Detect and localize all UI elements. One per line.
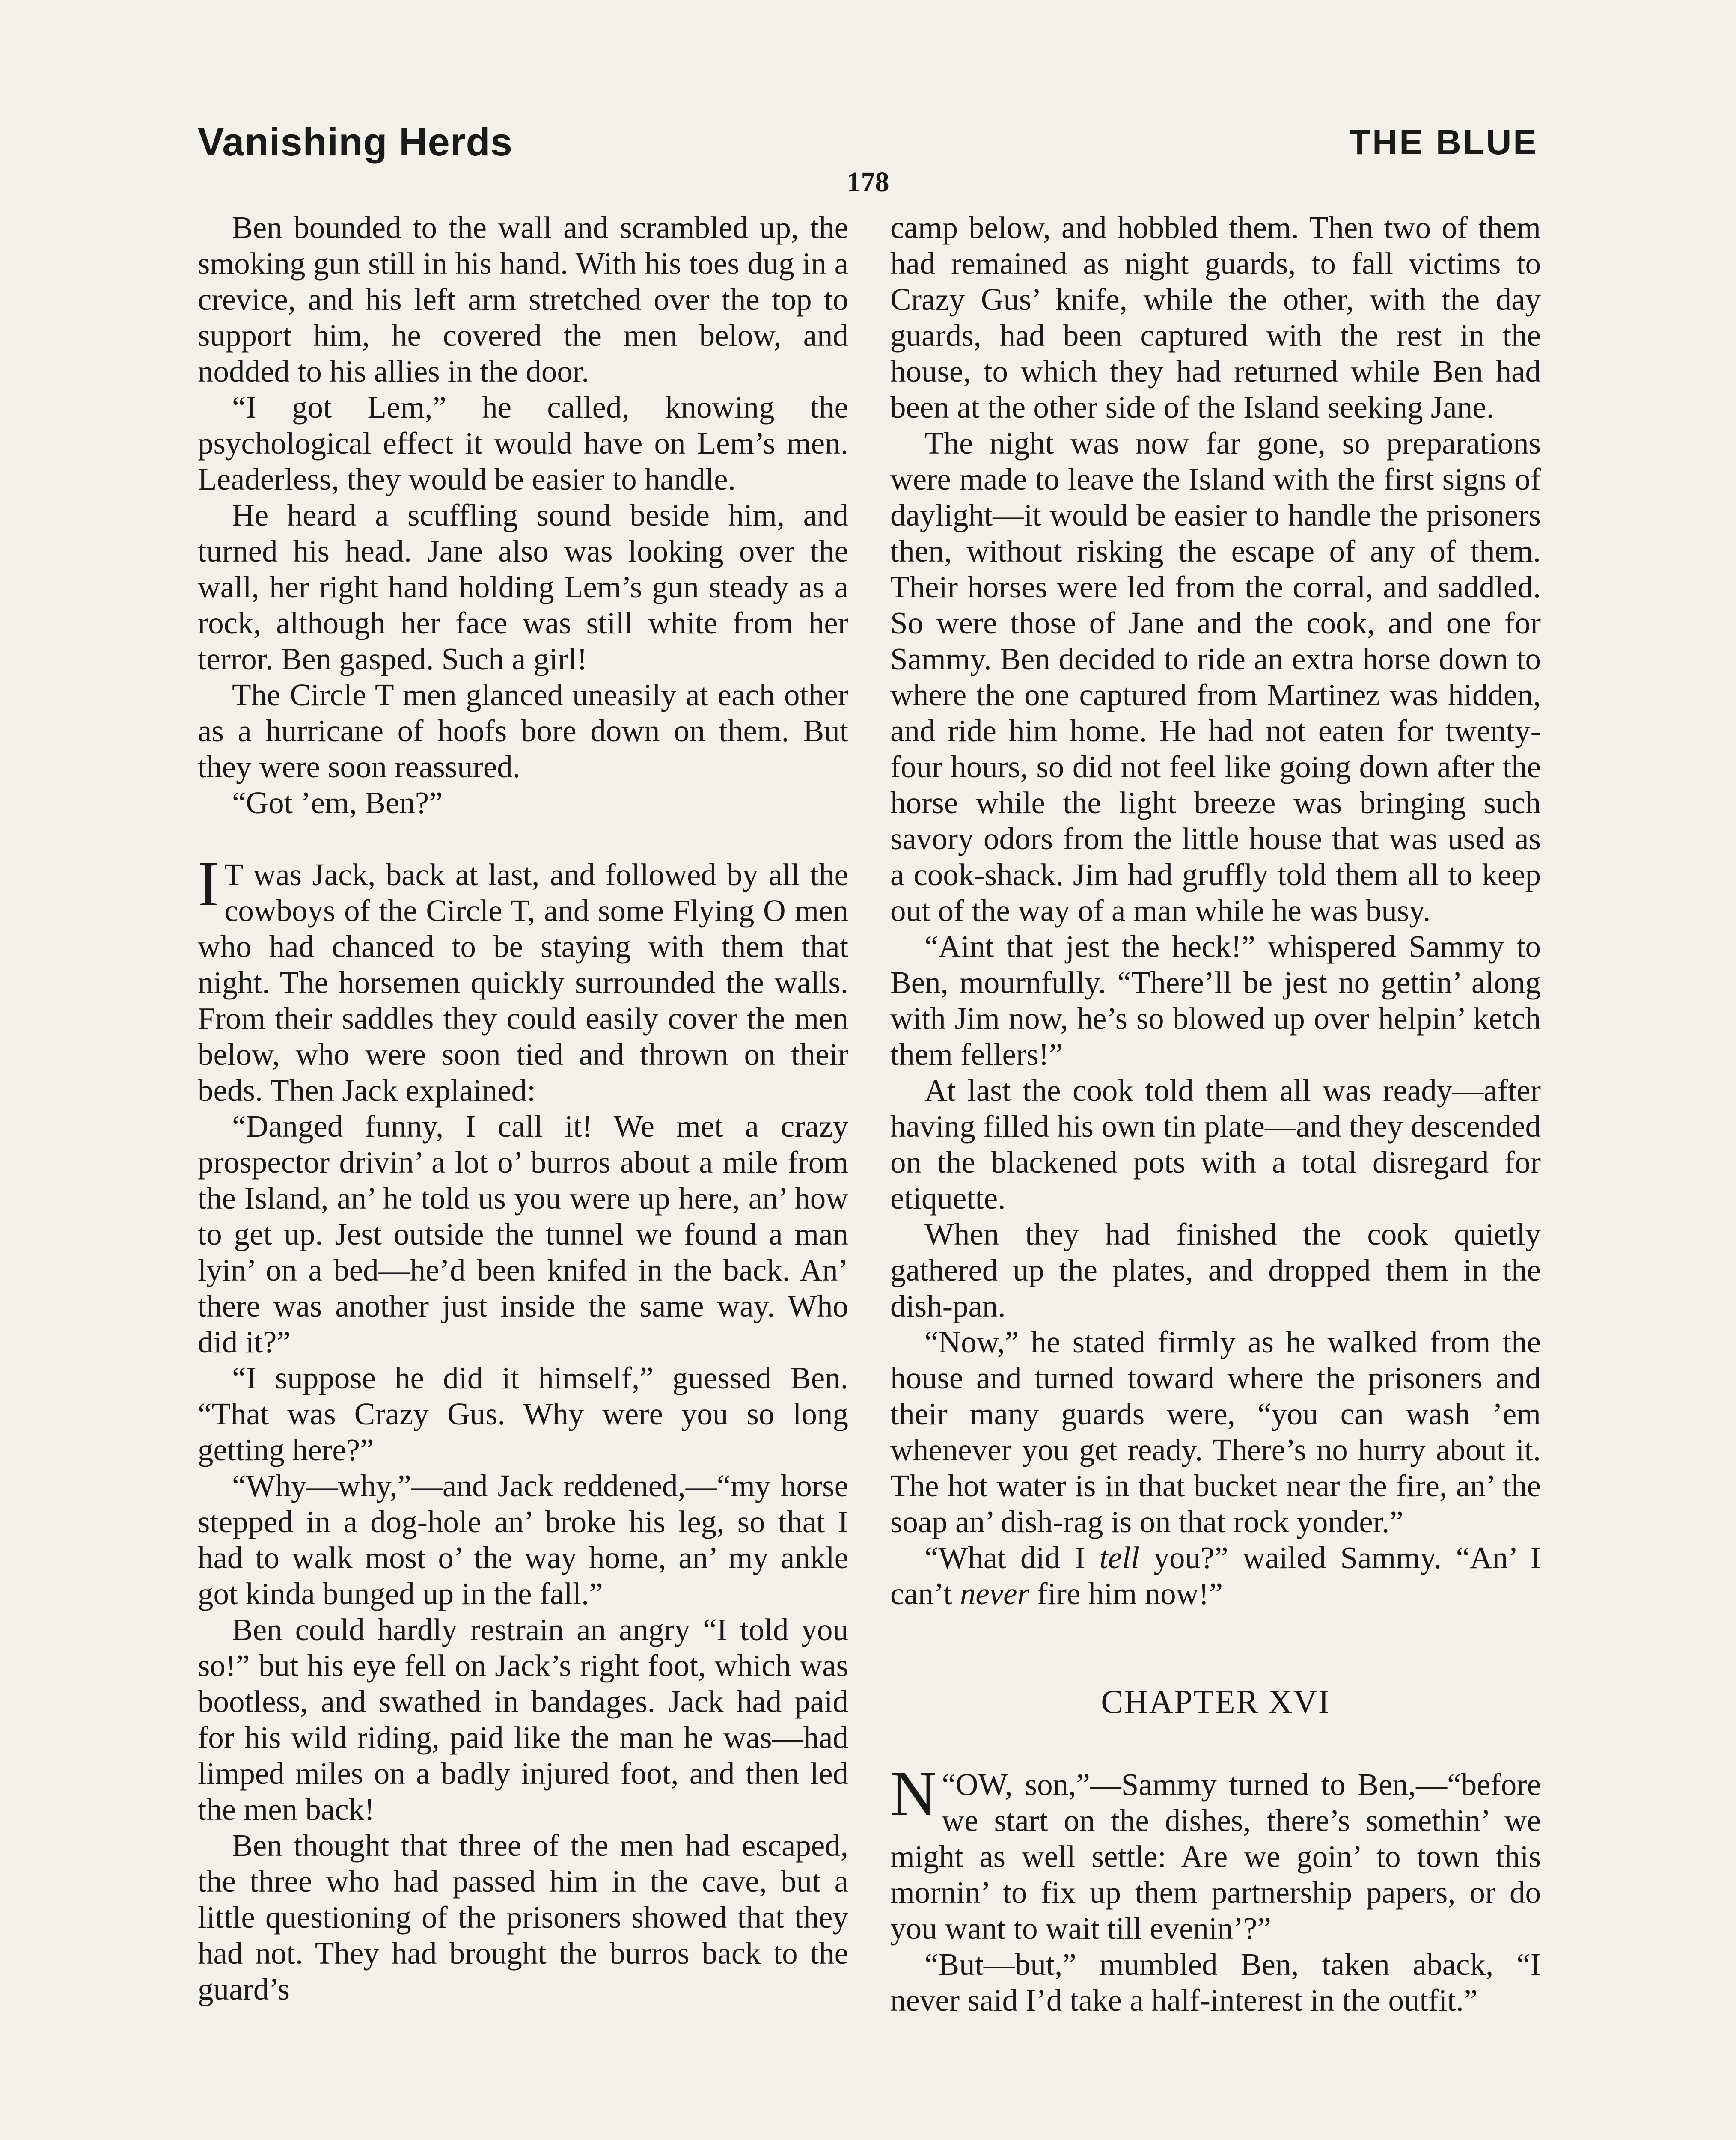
paragraph: “I suppose he did it himself,” guessed Ben. “That was Crazy Gus. Why were you so long getting here?” bbox=[198, 1361, 848, 1467]
opening-quote: “ bbox=[942, 1767, 956, 1802]
drop-cap: I bbox=[198, 848, 219, 919]
chapter-opening-paragraph: “ N OW, son,”—Sammy turned to Ben,—“before we start on the dishes, there’s somethin’ we might as well settle: Are we goin’ to town this mornin’ to fix up them partnership papers, or do you want to wait till evenin’?” bbox=[890, 1758, 1541, 1946]
paragraph: “Danged funny, I call it! We met a crazy prospector drivin’ a lot o’ burros about a mile from the Island, an’ he told us you were up here, an’ how to get up. Jest outside the tunnel we found a man lyin’ on a bed—he’d been knifed in the back. An’ there was another just inside the same way. Who did it?” bbox=[198, 1109, 848, 1359]
paragraph: “Why—why,”—and Jack reddened,—“my horse stepped in a dog-hole an’ broke his leg, so that I had to walk most o’ the way home, an’ my ankle got kinda bunged up in the fall.” bbox=[198, 1468, 848, 1611]
paragraph: The Circle T men glanced uneasily at each other as a hurricane of hoofs bore down on them. But they were soon reassured. bbox=[198, 678, 848, 784]
page-number: 178 bbox=[847, 166, 889, 198]
paragraph: “But—but,” mumbled Ben, taken aback, “I never said I’d take a half-interest in the outfit.” bbox=[890, 1947, 1541, 2018]
paragraph: “What did I tell you?” wailed Sammy. “An’ I can’t never fire him now!” bbox=[890, 1540, 1541, 1611]
magazine-title: THE BLUE bbox=[1349, 123, 1538, 162]
drop-cap: N bbox=[890, 1758, 937, 1829]
story-title: Vanishing Herds bbox=[198, 120, 513, 164]
paragraph: Ben thought that three of the men had escaped, the three who had passed him in the cave, but a little questioning of the prisoners showed that they had not. They had brought the burros back to the guard’s bbox=[198, 1828, 848, 2006]
paragraph: “I got Lem,” he called, knowing the psychological effect it would have on Lem’s men. Leaderless, they would be easier to handle. bbox=[198, 390, 848, 496]
paragraph: Ben could hardly restrain an angry “I told you so!” but his eye fell on Jack’s right foot, which was bootless, and swathed in bandages. Jack had paid for his wild riding, paid like the man he was—had limped miles on a badly injured foot, and then led the men back! bbox=[198, 1612, 848, 1827]
chapter-heading: CHAPTER XVI bbox=[1101, 1683, 1330, 1720]
paragraph: He heard a scuffling sound beside him, and turned his head. Jane also was looking over the wall, her right hand holding Lem’s gun steady as a rock, although her face was still white from her terror. Ben gasped. Such a girl! bbox=[198, 498, 848, 676]
section-opening-paragraph: I T was Jack, back at last, and followed by all the cowboys of the Circle T, and some Flying O men who had chanced to be staying with them that night. The horsemen quickly surrounded the walls. From their saddles they could easily cover the men below, who were soon tied and thrown on their beds. Then Jack explained: bbox=[198, 848, 848, 1108]
paragraph: Ben bounded to the wall and scrambled up, the smoking gun still in his hand. With his toes dug in a crevice, and his left arm stretched over the top to support him, he covered the men below, and nodded to his allies in the door. bbox=[198, 210, 848, 389]
paragraph: camp below, and hobbled them. Then two of them had remained as night guards, to fall victims to Crazy Gus’ knife, while the other, with the day guards, had been captured with the rest in the house, to which they had returned while Ben had been at the other side of the Island seeking Jane. bbox=[890, 210, 1541, 425]
paragraph: When they had finished the cook quietly gathered up the plates, and dropped them in the dish-pan. bbox=[890, 1217, 1541, 1323]
right-column bbox=[890, 210, 1541, 2018]
paragraph: “Got ’em, Ben?” bbox=[232, 785, 443, 820]
paragraph: “Now,” he stated firmly as he walked from the house and turned toward where the prisoners and their many guards were, “you can wash ’em whenever you get ready. There’s no hurry about it. The hot water is in that bucket near the fire, an’ the soap an’ dish-rag is on that rock yonder.” bbox=[890, 1325, 1541, 1539]
paragraph: The night was now far gone, so preparations were made to leave the Island with the first signs of daylight—it would be easier to handle the prisoners then, without risking the escape of any of them. Their horses were led from the corral, and saddled. So were those of Jane and the cook, and one for Sammy. Ben decided to ride an extra horse down to where the one captured from Martinez was hidden, and ride him home. He had not eaten for twenty-four hours, so did not feel like going down after the horse while the light breeze was bringing such savory odors from the little house that was used as a cook-shack. Jim had gruffly told them all to keep out of the way of a man while he was busy. bbox=[890, 426, 1541, 928]
paragraph: “Aint that jest the heck!” whispered Sammy to Ben, mournfully. “There’ll be jest no gettin’ along with Jim now, he’s so blowed up over helpin’ ketch them fellers!” bbox=[890, 929, 1541, 1072]
left-column bbox=[198, 210, 848, 2007]
paragraph: At last the cook told them all was ready—after having filled his own tin plate—and they descended on the blackened pots with a total disregard for etiquette. bbox=[890, 1073, 1541, 1216]
